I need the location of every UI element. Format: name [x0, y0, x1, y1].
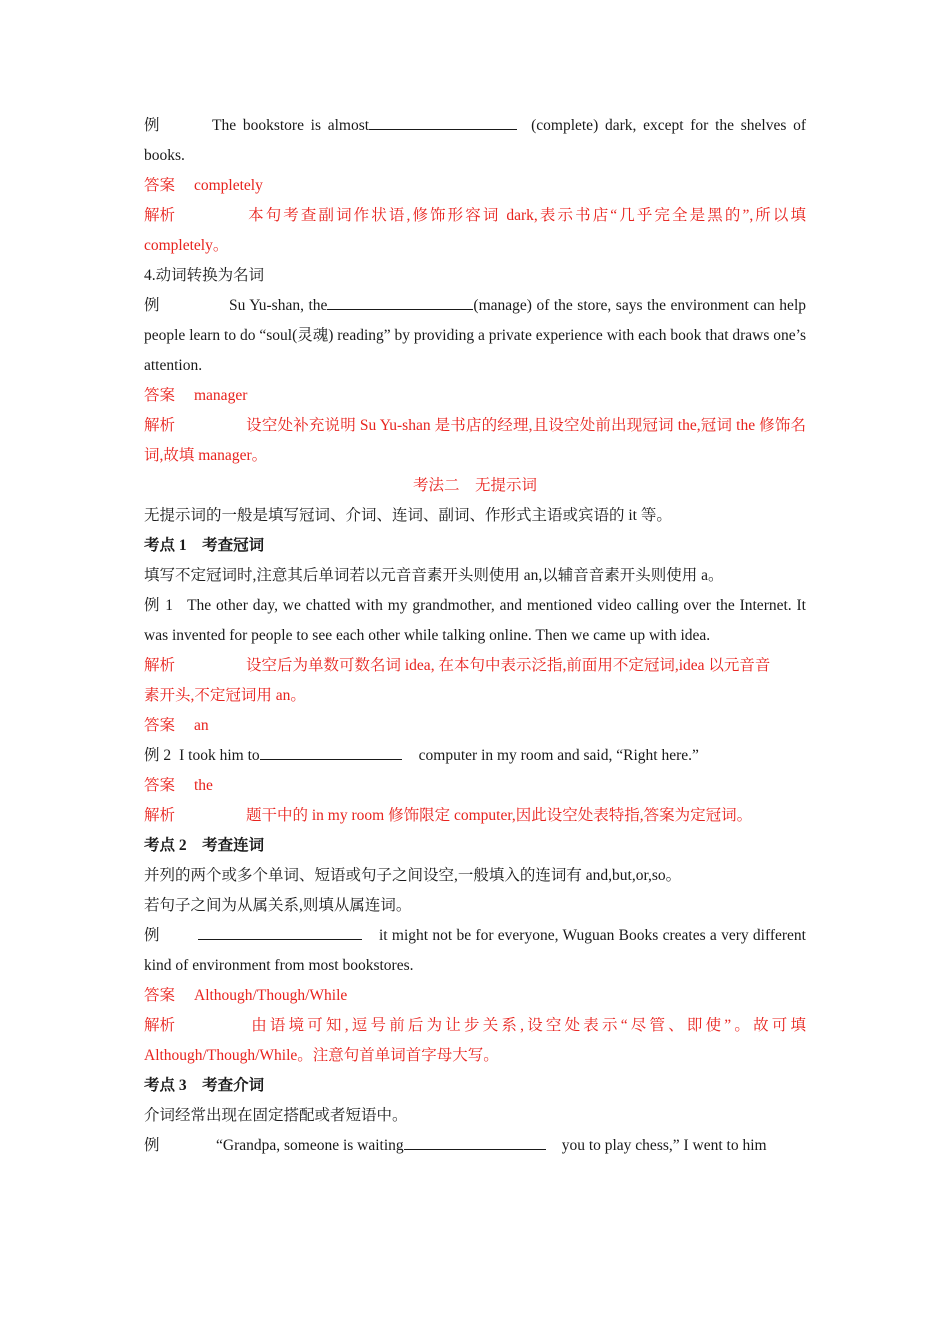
fill-blank[interactable]: [404, 1133, 546, 1150]
key-point-rule: 填写不定冠词时,注意其后单词若以元音音素开头则使用 an,以辅音音素开头则使用 a。: [144, 567, 724, 584]
explanation-text: 本句考查副词作状语,修饰形容词 dark,表示书店“几乎完全是黑的”,所以填 completely。: [144, 207, 806, 254]
example-paragraph: [144, 741, 806, 771]
example-paragraph: [144, 921, 806, 981]
key-point-title: 考点 1 考查冠词: [144, 537, 265, 554]
answer-line: [144, 771, 806, 801]
example-text: computer in my room and said, “Right here.”: [418, 747, 699, 764]
example-paragraph: [144, 111, 806, 171]
explanation-label: 解析: [144, 807, 176, 824]
explanation-paragraph: [144, 651, 806, 681]
explanation-continued: 素开头,不定冠词用 an。: [144, 687, 306, 704]
explanation-label: 解析: [144, 1017, 176, 1034]
explanation-text: 设空处补充说明 Su Yu-shan 是书店的经理,且设空处前出现冠词 the,冠词 the 修饰名词,故填 manager。: [144, 417, 806, 464]
answer-label: 答案: [144, 387, 176, 404]
fill-blank[interactable]: [198, 923, 362, 940]
example-label: 例: [144, 1137, 160, 1154]
key-point-title: 考点 2 考查连词: [144, 837, 265, 854]
answer-value: manager: [194, 387, 248, 404]
example-paragraph: [144, 591, 806, 651]
explanation-text: 题干中的 in my room 修饰限定 computer,因此设空处表特指,答案为定冠词。: [246, 807, 753, 824]
example-text: Su Yu-shan, the: [229, 297, 328, 314]
section-heading: 4.动词转换为名词: [144, 267, 265, 284]
answer-value: an: [194, 717, 209, 734]
explanation-text: 设空后为单数可数名词 idea, 在本句中表示泛指,前面用不定冠词,idea 以元音音: [246, 657, 771, 674]
key-point-rule: 若句子之间为从属关系,则填从属连词。: [144, 897, 412, 914]
method-intro: 无提示词的一般是填写冠词、介词、连词、副词、作形式主语或宾语的 it 等。: [144, 507, 672, 524]
explanation-paragraph: [144, 1011, 806, 1071]
example-text: “Grandpa, someone is waiting: [216, 1137, 404, 1154]
example-paragraph: [144, 291, 806, 381]
example-paragraph: [144, 1131, 806, 1161]
answer-line: [144, 711, 806, 741]
answer-line: [144, 171, 806, 201]
example-text: you to play chess,” I went to him: [561, 1137, 767, 1154]
example-text: The bookstore is almost: [212, 117, 370, 134]
document-page: [144, 111, 806, 1161]
example-text: it might not be for everyone, Wuguan Books creates a very different kind of environment from most bookstores.: [144, 927, 806, 974]
fill-blank[interactable]: [369, 113, 517, 130]
answer-line: [144, 981, 806, 1011]
explanation-paragraph: [144, 801, 806, 831]
key-point-rule: 并列的两个或多个单词、短语或句子之间设空,一般填入的连词有 and,but,or,so。: [144, 867, 682, 884]
explanation-label: 解析: [144, 417, 176, 434]
explanation-label: 解析: [144, 207, 176, 224]
fill-blank[interactable]: [327, 293, 473, 310]
fill-blank[interactable]: [260, 743, 402, 760]
example-label: 例: [144, 927, 160, 944]
answer-line: [144, 381, 806, 411]
answer-label: 答案: [144, 987, 176, 1004]
answer-value: Although/Though/While: [194, 987, 348, 1004]
key-point-title: 考点 3 考查介词: [144, 1077, 265, 1094]
example-text: (manage) of the store, says the environment can help people learn to do “soul(灵魂) reading” by providing a private experience with each book that draws one’s attention.: [144, 297, 806, 374]
example-text: I took him to: [179, 747, 260, 764]
explanation-label: 解析: [144, 657, 176, 674]
answer-label: 答案: [144, 177, 176, 194]
explanation-text: 由语境可知,逗号前后为让步关系,设空处表示“尽管、即使”。故可填 Although/Though/While。注意句首单词首字母大写。: [144, 1017, 806, 1064]
example-label: 例: [144, 117, 160, 134]
example-label: 例 1: [144, 597, 174, 614]
answer-value: completely: [194, 177, 263, 194]
answer-label: 答案: [144, 717, 176, 734]
example-text: (complete) dark, except for the shelves of books.: [144, 117, 807, 164]
key-point-rule: 介词经常出现在固定搭配或者短语中。: [144, 1107, 408, 1124]
example-label: 例 2: [144, 747, 172, 764]
example-label: 例: [144, 297, 160, 314]
explanation-paragraph: [144, 201, 806, 261]
example-text: The other day, we chatted with my grandmother, and mentioned video calling over the Internet. It was invented for people to see each other while talking online. Then we came up with idea.: [144, 597, 806, 644]
answer-value: the: [194, 777, 213, 794]
answer-label: 答案: [144, 777, 176, 794]
explanation-paragraph: [144, 411, 806, 471]
method-title: 考法二 无提示词: [412, 477, 537, 494]
